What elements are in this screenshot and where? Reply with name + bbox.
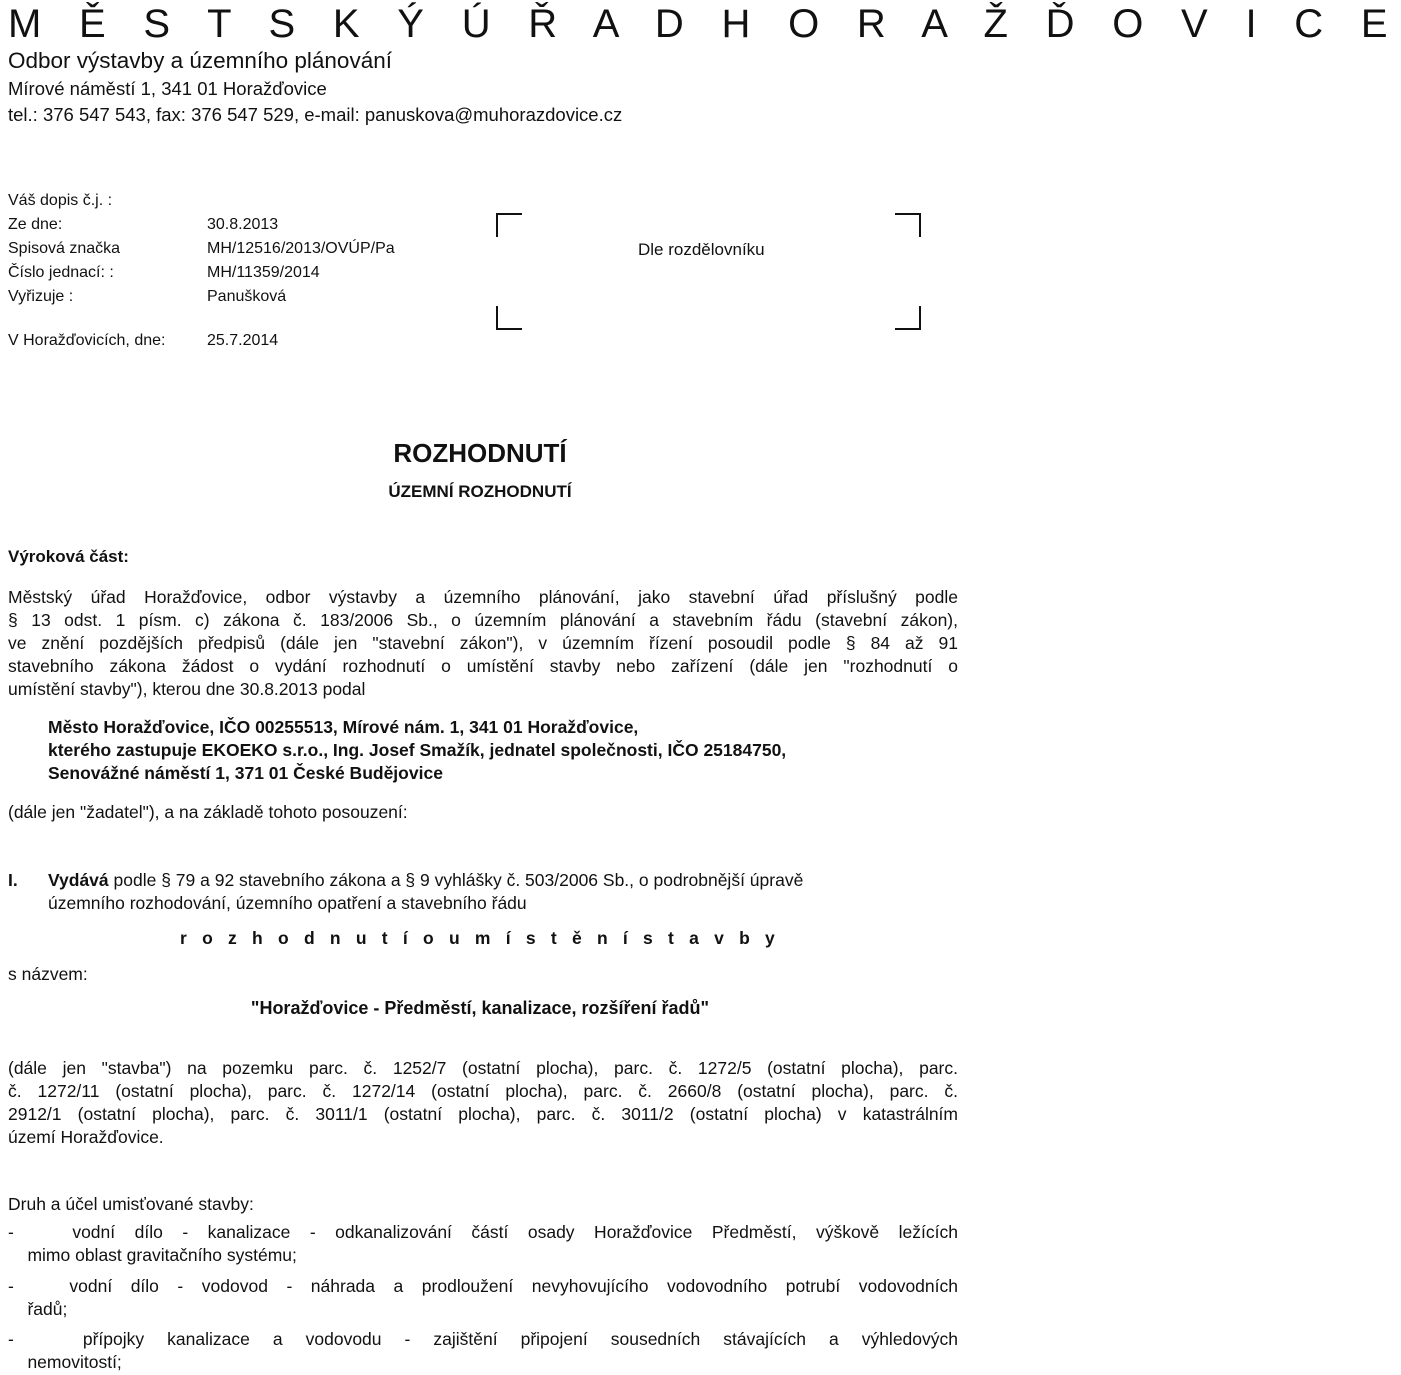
purpose-item: - přípojky kanalizace a vodovodu - zajištění připojení sousedních stávajících a výhledových — [8, 1329, 958, 1349]
office-contact: tel.: 376 547 543, fax: 376 547 529, e-mail: panuskova@muhorazdovice.cz — [8, 104, 623, 125]
purpose-item-cont: nemovitostí; — [8, 1352, 122, 1372]
name-label: s názvem: — [8, 964, 88, 984]
from-date-value: 30.8.2013 — [207, 216, 279, 233]
construction-name: "Horažďovice - Předměstí, kanalizace, rozšíření řadů" — [250, 998, 710, 1018]
recipient: Dle rozdělovníku — [638, 240, 765, 259]
from-date-label: Ze dne: — [8, 216, 63, 233]
ref-number-label: Číslo jednací: : — [8, 264, 114, 281]
address-window-corner-top-right — [895, 213, 921, 237]
applicant-line: Město Horažďovice, IČO 00255513, Mírové nám. 1, 341 01 Horažďovice, — [48, 717, 639, 737]
office-title: M Ě S T S K Ý Ú Ř A D H O R A Ž Ď O V I C E — [8, 2, 1401, 46]
address-window-corner-top-left — [496, 213, 522, 237]
operative-part-heading: Výroková část: — [8, 547, 129, 566]
place-date-label: V Horažďovicích, dne: — [8, 332, 166, 349]
purpose-item: - vodní dílo - kanalizace - odkanalizování částí osady Horažďovice Předměstí, výškově ležících — [8, 1222, 958, 1242]
item-number: I. — [8, 870, 18, 890]
purpose-item-cont: mimo oblast gravitačního systému; — [8, 1245, 297, 1265]
handled-by-label: Vyřizuje : — [8, 288, 74, 305]
decision-heading: ROZHODNUTÍ — [393, 438, 567, 468]
purpose-item-cont: řadů; — [8, 1299, 68, 1319]
decision-subheading: ÚZEMNÍ ROZHODNUTÍ — [388, 482, 572, 501]
your-letter-label: Váš dopis č.j. : — [8, 192, 113, 209]
item-one-line1 — [48, 869, 803, 892]
intro-line: umístění stavby"), kterou dne 30.8.2013 podal — [8, 679, 366, 699]
parcels-line: 2912/1 (ostatní plocha), parc. č. 3011/1 (ostatní plocha), parc. č. 3011/2 (ostatní plocha) v katastrálním — [8, 1104, 958, 1124]
item-one-line2: územního rozhodování, územního opatření a stavebního řádu — [48, 893, 527, 913]
intro-line: stavebního zákona žádost o vydání rozhodnutí o umístění stavby nebo zařízení (dále jen "rozhodnutí o — [8, 656, 958, 676]
intro-line: ve znění pozdějších předpisů (dále jen "stavební zákon"), v územním řízení posoudil podle § 84 až 91 — [8, 633, 958, 653]
department-name: Odbor výstavby a územního plánování — [8, 48, 392, 73]
after-applicant-text: (dále jen "žadatel"), a na základě tohoto posouzení: — [8, 802, 408, 822]
applicant-line: Senovážné náměstí 1, 371 01 České Budějovice — [48, 763, 443, 783]
parcels-line: (dále jen "stavba") na pozemku parc. č. 1252/7 (ostatní plocha), parc. č. 1272/5 (ostatní plocha), parc. — [8, 1058, 958, 1078]
address-window-corner-bottom-left — [496, 306, 522, 330]
item-one-verb: Vydává — [48, 870, 109, 890]
item-one-line1-text: podle § 79 a 92 stavebního zákona a § 9 vyhlášky č. 503/2006 Sb., o podrobnější úpravě — [108, 870, 804, 890]
file-mark-value: MH/12516/2013/OVÚP/Pa — [207, 240, 395, 257]
place-date-value: 25.7.2014 — [207, 332, 279, 349]
parcels-line: území Horažďovice. — [8, 1127, 164, 1147]
handled-by-value: Panušková — [207, 288, 287, 305]
office-address: Mírové náměstí 1, 341 01 Horažďovice — [8, 78, 327, 99]
ref-number-value: MH/11359/2014 — [207, 264, 320, 281]
parcels-line: č. 1272/11 (ostatní plocha), parc. č. 1272/14 (ostatní plocha), parc. č. 2660/8 (ostatní plocha), parc. č. — [8, 1081, 958, 1101]
intro-line: Městský úřad Horažďovice, odbor výstavby a územního plánování, jako stavební úřad příslušný podle — [8, 587, 958, 607]
applicant-line: kterého zastupuje EKOEKO s.r.o., Ing. Josef Smažík, jednatel společnosti, IČO 25184750, — [48, 740, 787, 760]
file-mark-label: Spisová značka — [8, 240, 121, 257]
purpose-item: - vodní dílo - vodovod - náhrada a prodloužení nevyhovujícího vodovodního potrubí vodovodních — [8, 1276, 958, 1296]
purpose-label: Druh a účel umisťované stavby: — [8, 1194, 254, 1214]
decision-type: r o z h o d n u t í o u m í s t ě n í s t a v b y — [180, 928, 780, 948]
address-window-corner-bottom-right — [895, 306, 921, 330]
intro-line: § 13 odst. 1 písm. c) zákona č. 183/2006 Sb., o územním plánování a stavebním řádu (stavební zákon), — [8, 610, 958, 630]
